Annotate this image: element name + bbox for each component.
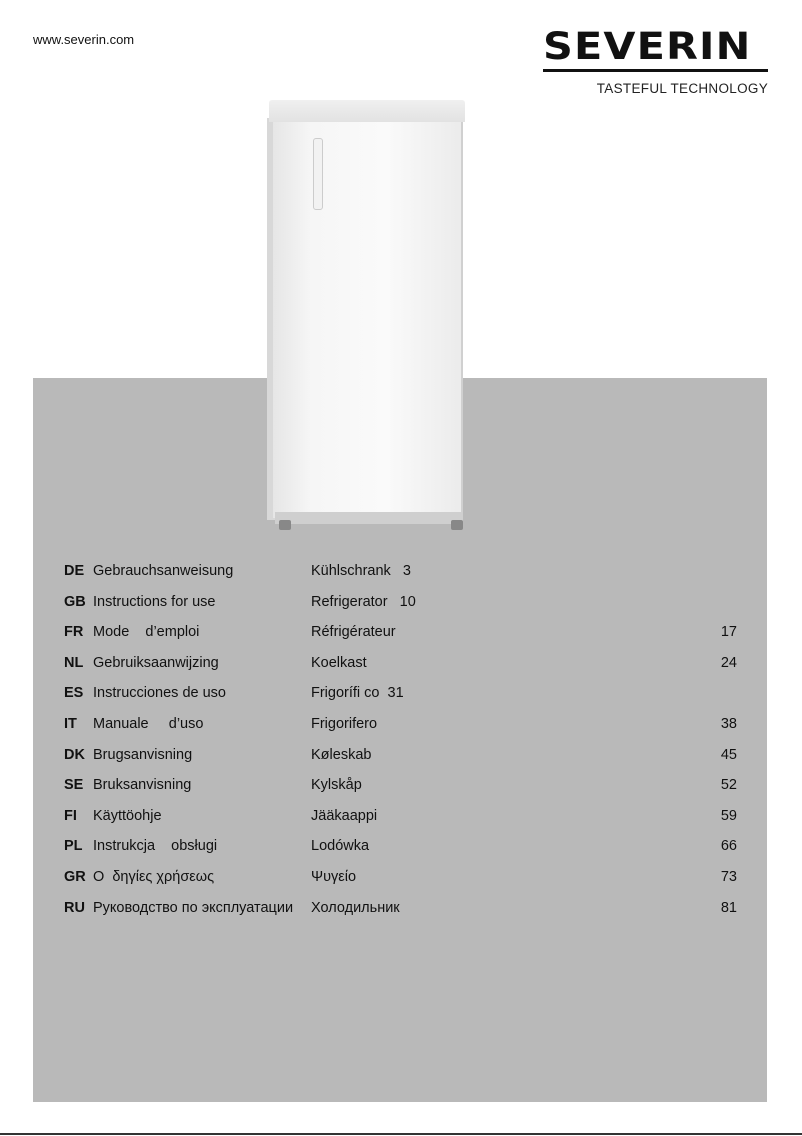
toc-page: 38 <box>720 716 737 732</box>
toc-product: Lodówka <box>311 838 370 855</box>
brand-tagline: TASTEFUL TECHNOLOGY <box>596 81 768 96</box>
toc-row <box>0 624 802 646</box>
toc-desc: Руководство по эксплуатации <box>93 899 294 916</box>
toc-code: FI <box>64 807 77 824</box>
toc-row <box>0 869 802 891</box>
toc-row <box>0 808 802 830</box>
brand-name: SEVERIN <box>543 25 752 68</box>
toc-row <box>0 747 802 769</box>
toc-code: DE <box>64 563 85 579</box>
fridge-base <box>275 512 463 524</box>
toc-row <box>0 685 802 707</box>
toc-desc: Instrucciones de uso <box>93 685 226 702</box>
toc-product: Réfrigérateur <box>311 624 396 641</box>
toc-row <box>0 594 802 616</box>
toc-page: 66 <box>720 838 737 855</box>
toc-desc: Bruksanvisning <box>93 777 192 794</box>
toc-code: SE <box>64 777 84 794</box>
toc-code: DK <box>64 746 85 763</box>
toc-desc: Gebruiksaanwijzing <box>93 654 219 671</box>
toc-code: NL <box>64 654 84 671</box>
toc-page: 24 <box>720 654 737 671</box>
toc-row <box>0 838 802 860</box>
severin-logo <box>543 25 768 96</box>
toc-row <box>0 563 802 585</box>
fridge-foot <box>279 520 291 530</box>
toc-code: FR <box>64 624 84 641</box>
toc-page: 73 <box>720 869 737 885</box>
toc-product: Ψυγείο <box>311 869 357 885</box>
toc-code: GB <box>64 593 86 610</box>
toc-desc: Instructions for use <box>93 593 216 610</box>
toc-product: Kühlschrank 3 <box>311 563 411 579</box>
toc-page: 59 <box>720 807 737 824</box>
toc-row <box>0 900 802 922</box>
toc-row <box>0 655 802 677</box>
toc-code: RU <box>64 899 85 916</box>
toc-product: Frigorifero <box>311 716 378 732</box>
toc-product: Køleskab <box>311 746 372 763</box>
toc-product: Jääkaappi <box>311 807 378 824</box>
fridge-foot <box>451 520 463 530</box>
toc-product: Frigorífi co 31 <box>311 685 404 702</box>
toc-product: Koelkast <box>311 654 367 671</box>
toc-code: PL <box>64 838 83 855</box>
toc-desc: Gebrauchsanweisung <box>93 563 234 579</box>
toc-code: IT <box>64 716 77 732</box>
toc-desc: Ο δηγίες χρήσεως <box>93 869 215 885</box>
toc-code: ES <box>64 685 84 702</box>
fridge-handle <box>313 138 323 210</box>
toc-page: 17 <box>720 624 737 641</box>
toc-code: GR <box>64 869 86 885</box>
logo-underline <box>543 69 768 72</box>
toc-desc: Mode d’emploi <box>93 624 200 641</box>
toc-product: Kylskåp <box>311 777 362 794</box>
fridge-door <box>273 118 463 518</box>
toc-product: Холодильник <box>311 899 400 916</box>
toc-row <box>0 716 802 738</box>
toc-desc: Manuale d’uso <box>93 716 204 732</box>
toc-desc: Instrukcja obsługi <box>93 838 218 855</box>
toc-desc: Brugsanvisning <box>93 746 193 763</box>
toc-desc: Käyttöohje <box>93 807 162 824</box>
toc-page: 52 <box>720 777 737 794</box>
footer-line <box>0 1133 802 1135</box>
toc-page: 81 <box>720 899 737 916</box>
fridge-top <box>269 100 465 122</box>
website-url: www.severin.com <box>33 32 135 47</box>
toc-row <box>0 777 802 799</box>
refrigerator-image <box>263 100 471 530</box>
toc-product: Refrigerator 10 <box>311 593 416 610</box>
toc-page: 45 <box>720 746 737 763</box>
